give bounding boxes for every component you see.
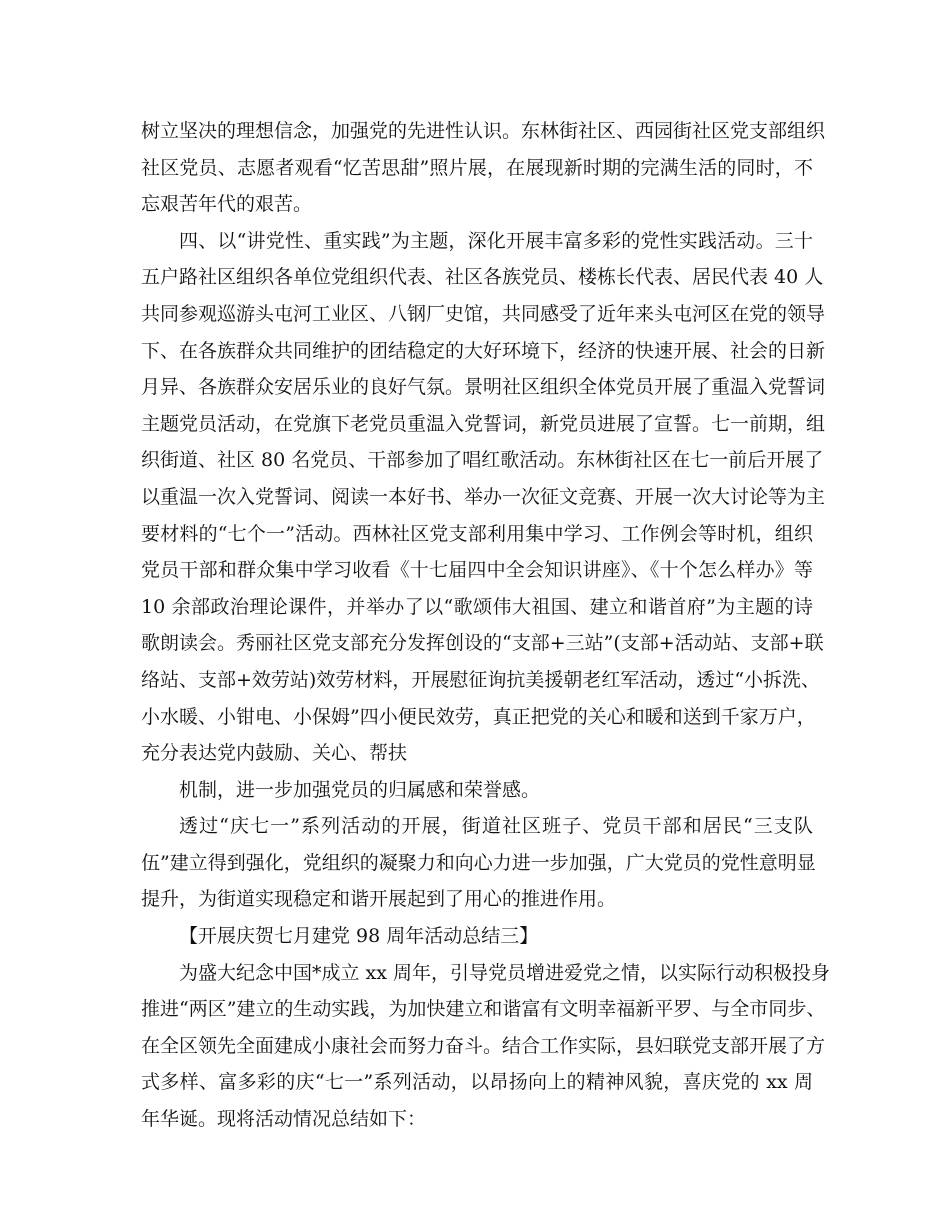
text-line: 年华诞。现将活动情况总结如下：: [141, 1108, 427, 1131]
text-line: 以重温一次入党誓词、阅读一本好书、举办一次征文竞赛、开展一次大讨论等为主: [141, 485, 826, 508]
text-line: 主题党员活动，在党旗下老党员重温入党誓词，新党员进展了宣誓。七一前期，组: [141, 412, 826, 435]
text-line: 要材料的“七个一”活动。西林社区党支部利用集中学习、工作例会等时机，组织: [141, 522, 813, 545]
text-line: 机制，进一步加强党员的归属感和荣誉感。: [179, 778, 541, 801]
text-line: 在全区领先全面建成小康社会而努力奋斗。结合工作实际，县妇联党支部开展了方: [141, 1034, 826, 1057]
text-line: 小水暖、小钳电、小保姆”四小便民效劳，真正把党的关心和暖和送到千家万户，: [141, 705, 816, 728]
text-line: 推进“两区”建立的生动实践，为加快建立和谐富有文明幸福新平罗、与全市同步、: [141, 998, 826, 1021]
text-line: 充分表达党内鼓励、关心、帮扶: [141, 742, 408, 765]
text-line: 树立坚决的理想信念，加强党的先进性认识。东林街社区、西园街社区党支部组织: [141, 120, 826, 142]
text-line: 伍”建立得到强化，党组织的凝聚力和向心力进一步加强，广大党员的党性意明显: [141, 851, 816, 874]
text-line: 社区党员、志愿者观看“忆苦思甜”照片展，在展现新时期的完满生活的同时，不: [141, 156, 813, 179]
text-line: 四、以“讲党性、重实践”为主题，深化开展丰富多彩的党性实践活动。三十: [179, 229, 813, 252]
text-line: 歌朗读会。秀丽社区党支部充分发挥创设的“支部+三站”(支部+活动站、支部+联: [141, 632, 824, 655]
text-line: 络站、支部+效劳站)效劳材料，开展慰征询抗美援朝老红军活动，透过“小拆洗、: [141, 668, 821, 691]
text-line: 织街道、社区 80 名党员、干部参加了唱红歌活动。东林街社区在七一前后开展了: [141, 449, 824, 472]
document-body: [141, 113, 831, 1138]
text-line: 共同参观巡游头屯河工业区、八钢厂史馆，共同感受了近年来头屯河区在党的领导: [141, 302, 826, 325]
text-line: 下、在各族群众共同维护的团结稳定的大好环境下，经济的快速开展、社会的日新: [141, 339, 826, 362]
text-line: 式多样、富多彩的庆“七一”系列活动，以昂扬向上的精神风貌，喜庆党的 xx 周: [141, 1071, 813, 1094]
text-line: 忘艰苦年代的艰苦。: [141, 193, 313, 216]
text-line: 五户路社区组织各单位党组织代表、社区各族党员、楼栋长代表、居民代表 40 人: [141, 266, 824, 289]
text-line: 【开展庆贺七月建党 98 周年活动总结三】: [179, 925, 539, 948]
text-line: 10 余部政治理论课件，并举办了以“歌颂伟大祖国、建立和谐首府”为主题的诗: [141, 595, 813, 618]
text-line: 月异、各族群众安居乐业的良好气氛。景明社区组织全体党员开展了重温入党誓词: [141, 376, 826, 399]
text-line: 党员干部和群众集中学习收看《十七届四中全会知识讲座》、《十个怎么样办》等: [141, 559, 813, 582]
text-line: 为盛大纪念中国*成立 xx 周年，引导党员增进爱党之情，以实际行动积极投身: [179, 961, 831, 984]
text-line: 透过“庆七一”系列活动的开展，街道社区班子、党员干部和居民“三支队: [179, 815, 813, 838]
text-line: 提升，为街道实现稳定和谐开展起到了用心的推进作用。: [141, 888, 617, 911]
